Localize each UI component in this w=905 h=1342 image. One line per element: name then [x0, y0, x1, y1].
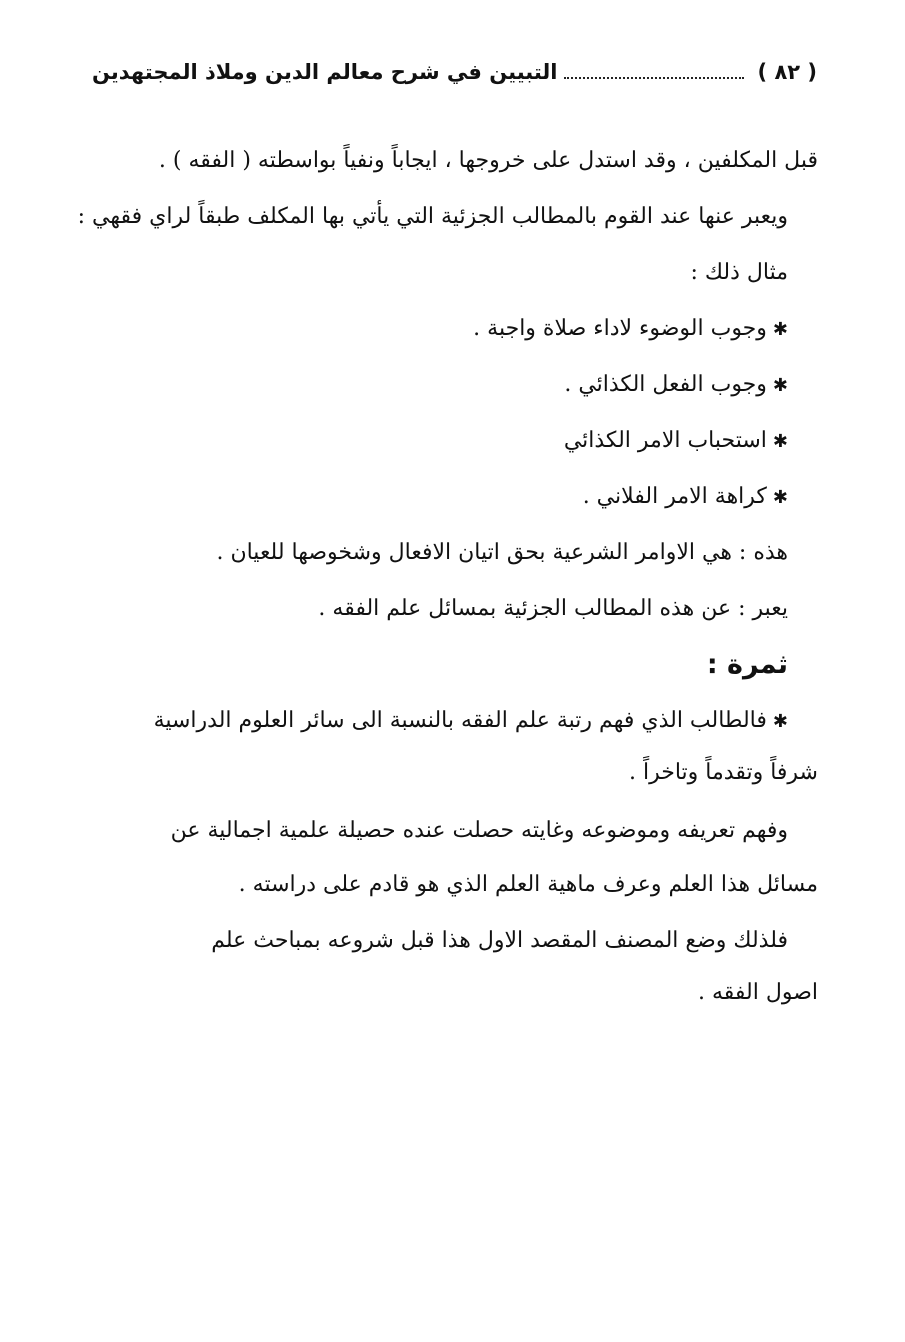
- bullet-icon: ✱: [772, 319, 788, 340]
- book-title: التبيين في شرح معالم الدين وملاذ المجتهدين: [92, 60, 558, 84]
- bullet-item: [583, 482, 788, 513]
- bullet-item: [564, 370, 788, 401]
- text-line: فلذلك وضع المصنف المقصد الاول هذا قبل شروعه بمباحث علم: [211, 928, 788, 953]
- bullet-icon: ✱: [772, 711, 788, 732]
- bullet-text: كراهة الامر الفلاني .: [582, 484, 767, 509]
- page-number: ( ٨٢ ): [757, 60, 817, 84]
- text-line: قبل المكلفين ، وقد استدل على خروجها ، ايجاباً ونفياً بواسطته ( الفقه ) .: [158, 148, 818, 173]
- bullet-item: [473, 314, 788, 345]
- bullet-item: [154, 706, 788, 737]
- page-body: [77, 0, 818, 1342]
- bullet-icon: ✱: [772, 431, 788, 452]
- text-line: هذه : هي الاوامر الشرعية بحق اتيان الافعال وشخوصها للعيان .: [216, 540, 788, 565]
- bullet-icon: ✱: [772, 487, 788, 508]
- bullet-text: استحباب الامر الكذائي: [563, 428, 767, 453]
- bullet-icon: ✱: [772, 375, 788, 396]
- text-line: يعبر : عن هذه المطالب الجزئية بمسائل علم الفقه .: [318, 596, 788, 621]
- bullet-text: فالطالب الذي فهم رتبة علم الفقه بالنسبة الى سائر العلوم الدراسية: [153, 708, 767, 733]
- text-line: وفهم تعريفه وموضوعه وغايته حصلت عنده حصيلة علمية اجمالية عن: [170, 818, 788, 843]
- text-line: مثال ذلك :: [690, 260, 788, 285]
- bullet-text: وجوب الوضوء لاداء صلاة واجبة .: [473, 316, 767, 341]
- text-line: ويعبر عنها عند القوم بالمطالب الجزئية التي يأتي بها المكلف طبقاً لراي فقهي :: [77, 204, 788, 229]
- section-heading: ثمرة :: [706, 649, 788, 680]
- text-line: اصول الفقه .: [698, 980, 818, 1005]
- bullet-text: وجوب الفعل الكذائي .: [564, 372, 767, 397]
- text-line: مسائل هذا العلم وعرف ماهية العلم الذي هو قادم على دراسته .: [238, 872, 818, 897]
- text-line: شرفاً وتقدماً وتاخراً .: [629, 760, 818, 785]
- bullet-item: [564, 426, 788, 457]
